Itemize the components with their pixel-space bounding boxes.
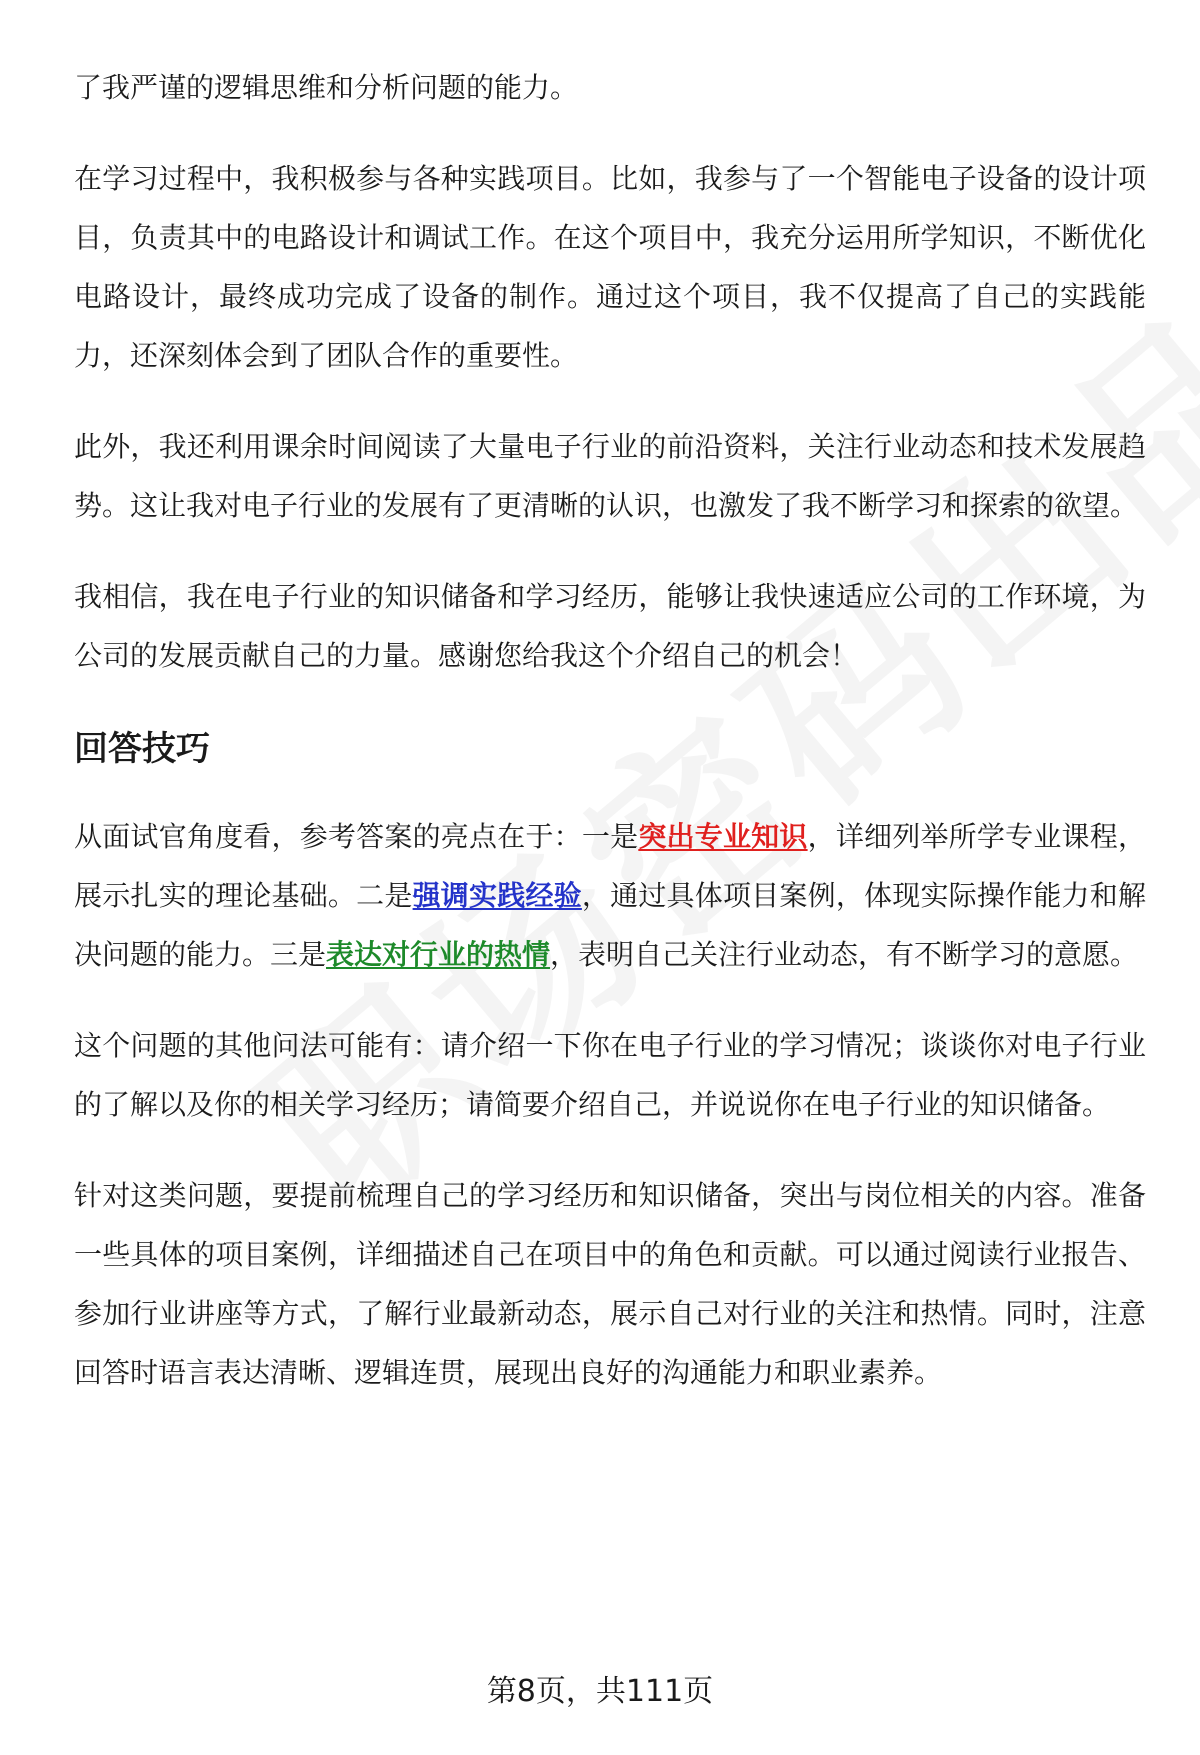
highlight-practical-experience: 强调实践经验 <box>412 879 582 912</box>
highlight-industry-passion: 表达对行业的热情 <box>326 938 551 971</box>
paragraph-practice-projects: 在学习过程中，我积极参与各种实践项目。比如，我参与了一个智能电子设备的设计项目，负责其中的电路设计和调试工作。在这个项目中，我充分运用所学知识，不断优化电路设计，最终成功完成了设备的制作。通过这个项目，我不仅提高了自己的实践能力，还深刻体会到了团队合作的重要性。 <box>74 162 1146 372</box>
highlight-professional-knowledge: 突出专业知识 <box>638 820 808 853</box>
paragraph-alternative-questions: 这个问题的其他问法可能有：请介绍一下你在电子行业的学习情况；谈谈你对电子行业的了解以及你的相关学习经历；请简要介绍自己，并说说你在电子行业的知识储备。 <box>74 1029 1146 1121</box>
paragraph-tips-highlights <box>74 807 1146 984</box>
paragraph-closing: 我相信，我在电子行业的知识储备和学习经历，能够让我快速适应公司的工作环境，为公司的发展贡献自己的力量。感谢您给我这个介绍自己的机会！ <box>74 580 1146 672</box>
tips-text-2: ，详细列举所学专业课程，展示扎实的理论基础。二是 <box>74 820 1146 912</box>
page-number-footer: 第8页，共111页 <box>486 1674 714 1709</box>
paragraph-preparation-advice: 针对这类问题，要提前梳理自己的学习经历和知识储备，突出与岗位相关的内容。准备一些具体的项目案例，详细描述自己在项目中的角色和贡献。可以通过阅读行业报告、参加行业讲座等方式，了解行业最新动态，展示自己对行业的关注和热情。同时，注意回答时语言表达清晰、逻辑连贯，展现出良好的沟通能力和职业素养。 <box>74 1179 1146 1389</box>
tips-text-4: ，表明自己关注行业动态，有不断学习的意愿。 <box>550 938 1139 971</box>
paragraph-continuation: 了我严谨的逻辑思维和分析问题的能力。 <box>74 71 579 104</box>
tips-text-3: ，通过具体项目案例，体现实际操作能力和解决问题的能力。三是 <box>74 879 1146 971</box>
paragraph-industry-reading: 此外，我还利用课余时间阅读了大量电子行业的前沿资料，关注行业动态和技术发展趋势。这让我对电子行业的发展有了更清晰的认识，也激发了我不断学习和探索的欲望。 <box>74 430 1146 522</box>
tips-text-1: 从面试官角度看，参考答案的亮点在于：一是 <box>74 820 639 853</box>
section-heading-answer-tips: 回答技巧 <box>74 729 210 769</box>
document-body <box>74 58 1146 1402</box>
